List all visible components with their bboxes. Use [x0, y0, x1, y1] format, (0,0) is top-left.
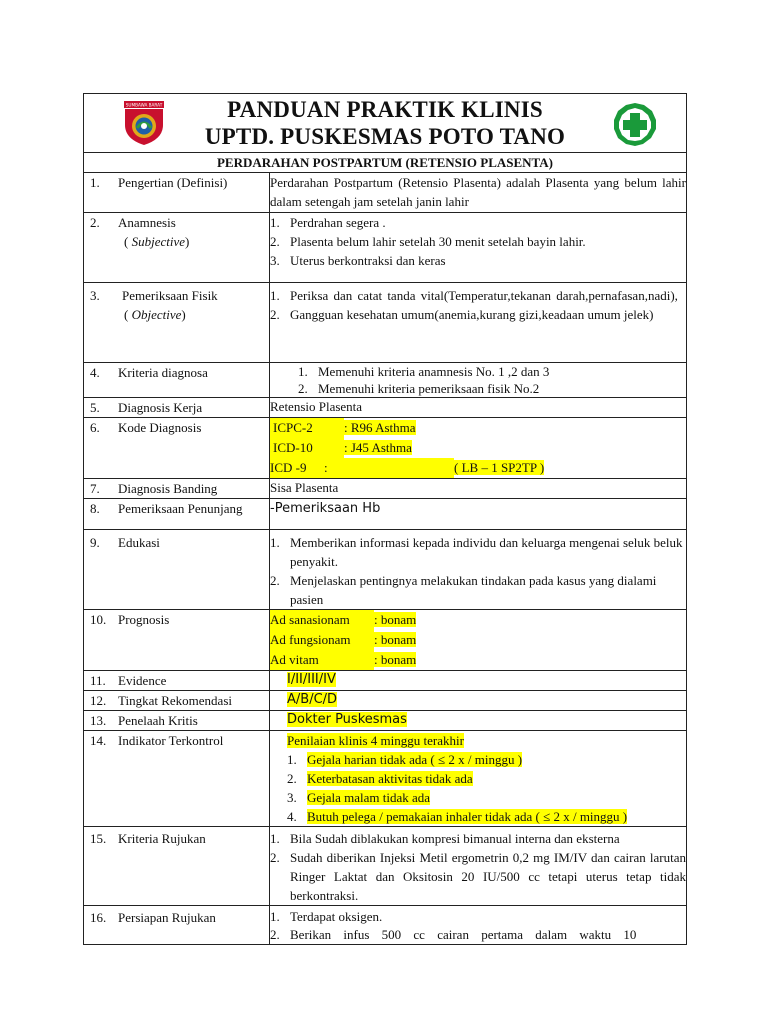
header-cell: [84, 94, 687, 153]
row-label: Pengertian (Definisi): [118, 175, 228, 190]
row-label: Persiapan Rujukan: [118, 910, 216, 925]
persiapan-list: [270, 908, 686, 944]
list-item: 2. Memenuhi kriteria pemeriksaan fisik No.2: [298, 381, 540, 396]
row-label: Kriteria Rujukan: [118, 831, 206, 846]
row-prognosis: [84, 610, 687, 671]
row-label: Evidence: [118, 673, 167, 688]
indikator-intro: Penilaian klinis 4 minggu terakhir: [287, 733, 464, 748]
guideline-subtitle: PERDARAHAN POSTPARTUM (RETENSIO PLASENTA): [84, 153, 687, 173]
row-number: 12.: [90, 693, 107, 708]
list-item: 1. Perdrahan segera .: [270, 215, 386, 230]
rujukan-list: [270, 829, 686, 905]
row-number: 15.: [90, 831, 107, 846]
header-row: [84, 94, 687, 153]
row-number: 1.: [90, 175, 100, 190]
row-value: Perdarahan Postpartum (Retensio Plasenta) adalah Plasenta yang belum lahir dalam setengah jam setelah janin lahir: [270, 173, 687, 213]
indikator-list: [287, 750, 686, 826]
prognosis-vitam: Ad vitam : bonam: [270, 650, 686, 670]
row-label: Anamnesis: [118, 215, 176, 230]
row-sublabel: ( Objective): [124, 307, 186, 322]
row-evidence: [84, 671, 687, 691]
row-label: Diagnosis Banding: [118, 481, 218, 496]
edukasi-list: [270, 533, 686, 609]
row-indikator-terkontrol: [84, 731, 687, 827]
row-number: 9.: [90, 535, 100, 550]
row-number: 7.: [90, 481, 100, 496]
row-label: Penelaah Kritis: [118, 713, 198, 728]
prognosis-fungsionam: Ad fungsionam : bonam: [270, 630, 686, 650]
row-pemeriksaan-fisik: [84, 283, 687, 363]
prognosis-sanasionam: Ad sanasionam : bonam: [270, 610, 686, 630]
row-number: 6.: [90, 420, 100, 435]
row-label: Indikator Terkontrol: [118, 733, 224, 748]
list-item: 3. Uterus berkontraksi dan keras: [270, 253, 446, 268]
sublabel-text: Objective: [131, 307, 182, 322]
title-line-2: UPTD. PUSKESMAS POTO TANO: [204, 124, 566, 149]
list-item: 1. Gejala harian tidak ada ( ≤ 2 x / minggu ): [287, 752, 523, 767]
row-number: 3.: [90, 288, 100, 303]
row-number: 4.: [90, 365, 100, 380]
code-icd10: ICD-10 : J45 Asthma: [270, 438, 686, 458]
pemeriksaan-list: [270, 286, 686, 324]
list-item: 1. Memberikan informasi kepada individu dan keluarga mengenai seluk beluk penyakit.: [270, 535, 683, 569]
row-label: Diagnosis Kerja: [118, 400, 203, 415]
ppk-table: [83, 93, 687, 945]
list-item: 2. Berikan infus 500 cc cairan pertama dalam waktu 10: [270, 927, 637, 942]
puskesmas-cross-logo: [611, 101, 659, 147]
sublabel-text: Subjective: [131, 234, 186, 249]
row-edukasi: [84, 530, 687, 610]
list-item: 3. Gejala malam tidak ada: [287, 790, 431, 805]
row-label: Kode Diagnosis: [118, 420, 202, 435]
row-pengertian: [84, 173, 687, 213]
row-diagnosis-kerja: [84, 398, 687, 418]
document-title: [84, 94, 686, 150]
row-number: 5.: [90, 400, 100, 415]
row-value: A/B/C/D: [287, 692, 338, 707]
row-kode-diagnosis: [84, 418, 687, 479]
row-label: Prognosis: [118, 612, 170, 627]
row-value: I/II/III/IV: [287, 672, 336, 687]
list-item: 4. Butuh pelega / pemakaian inhaler tidak ada ( ≤ 2 x / minggu ): [287, 809, 628, 824]
row-kriteria-diagnosa: [84, 363, 687, 398]
list-item: 1. Periksa dan catat tanda vital(Temperatur,tekanan darah,pernafasan,nadi),: [270, 288, 678, 303]
code-icd9: ICD -9 : ( LB – 1 SP2TP ): [270, 458, 686, 478]
row-number: 8.: [90, 501, 100, 516]
row-anamnesis: [84, 213, 687, 283]
row-value: -Pemeriksaan Hb: [270, 499, 687, 530]
row-number: 10.: [90, 612, 107, 627]
code-icpc: ICPC-2 : R96 Asthma: [270, 418, 686, 438]
subtitle-row: [84, 153, 687, 173]
row-label: Pemeriksaan Fisik: [122, 288, 218, 303]
row-tingkat-rekomendasi: [84, 691, 687, 711]
row-penelaah-kritis: [84, 711, 687, 731]
row-persiapan-rujukan: [84, 906, 687, 945]
list-item: 2. Menjelaskan pentingnya melakukan tindakan pada kasus yang dialami pasien: [270, 573, 657, 607]
row-value: Sisa Plasenta: [270, 479, 687, 499]
row-sublabel: ( Subjective): [124, 234, 190, 249]
row-diagnosis-banding: [84, 479, 687, 499]
ppk-document: [83, 93, 686, 945]
row-label: Tingkat Rekomendasi: [118, 693, 232, 708]
list-item: 2. Keterbatasan aktivitas tidak ada: [287, 771, 473, 786]
row-label: Kriteria diagnosa: [118, 365, 208, 380]
list-item: 1. Bila Sudah diblakukan kompresi bimanual interna dan eksterna: [270, 831, 620, 846]
row-value: Retensio Plasenta: [270, 398, 687, 418]
row-kriteria-rujukan: [84, 827, 687, 906]
row-number: 16.: [90, 910, 107, 925]
row-number: 14.: [90, 733, 107, 748]
list-item: 2. Plasenta belum lahir setelah 30 menit setelah bayin lahir.: [270, 234, 586, 249]
row-pemeriksaan-penunjang: [84, 499, 687, 530]
list-item: 1. Terdapat oksigen.: [270, 909, 383, 924]
regency-seal-logo: [121, 101, 167, 145]
row-label: Edukasi: [118, 535, 160, 550]
row-number: 2.: [90, 215, 100, 230]
row-number: 13.: [90, 713, 107, 728]
row-value: Dokter Puskesmas: [287, 712, 407, 727]
kriteria-list: [298, 363, 686, 397]
row-label: Pemeriksaan Penunjang: [118, 501, 243, 516]
list-item: 1. Memenuhi kriteria anamnesis No. 1 ,2 dan 3: [298, 364, 550, 379]
list-item: 2. Gangguan kesehatan umum(anemia,kurang gizi,keadaan umum jelek): [270, 307, 654, 322]
row-number: 11.: [90, 673, 106, 688]
svg-text:SUMBAWA BARAT: SUMBAWA BARAT: [125, 102, 163, 108]
title-line-1: PANDUAN PRAKTIK KLINIS: [227, 97, 543, 122]
anamnesis-list: [270, 213, 686, 270]
list-item: 2. Sudah diberikan Injeksi Metil ergometrin 0,2 mg IM/IV dan cairan larutan Ringer Laktat dan Oksitosin 20 IU/500 cc tetapi uterus tetap tidak berkontraksi.: [270, 850, 686, 903]
